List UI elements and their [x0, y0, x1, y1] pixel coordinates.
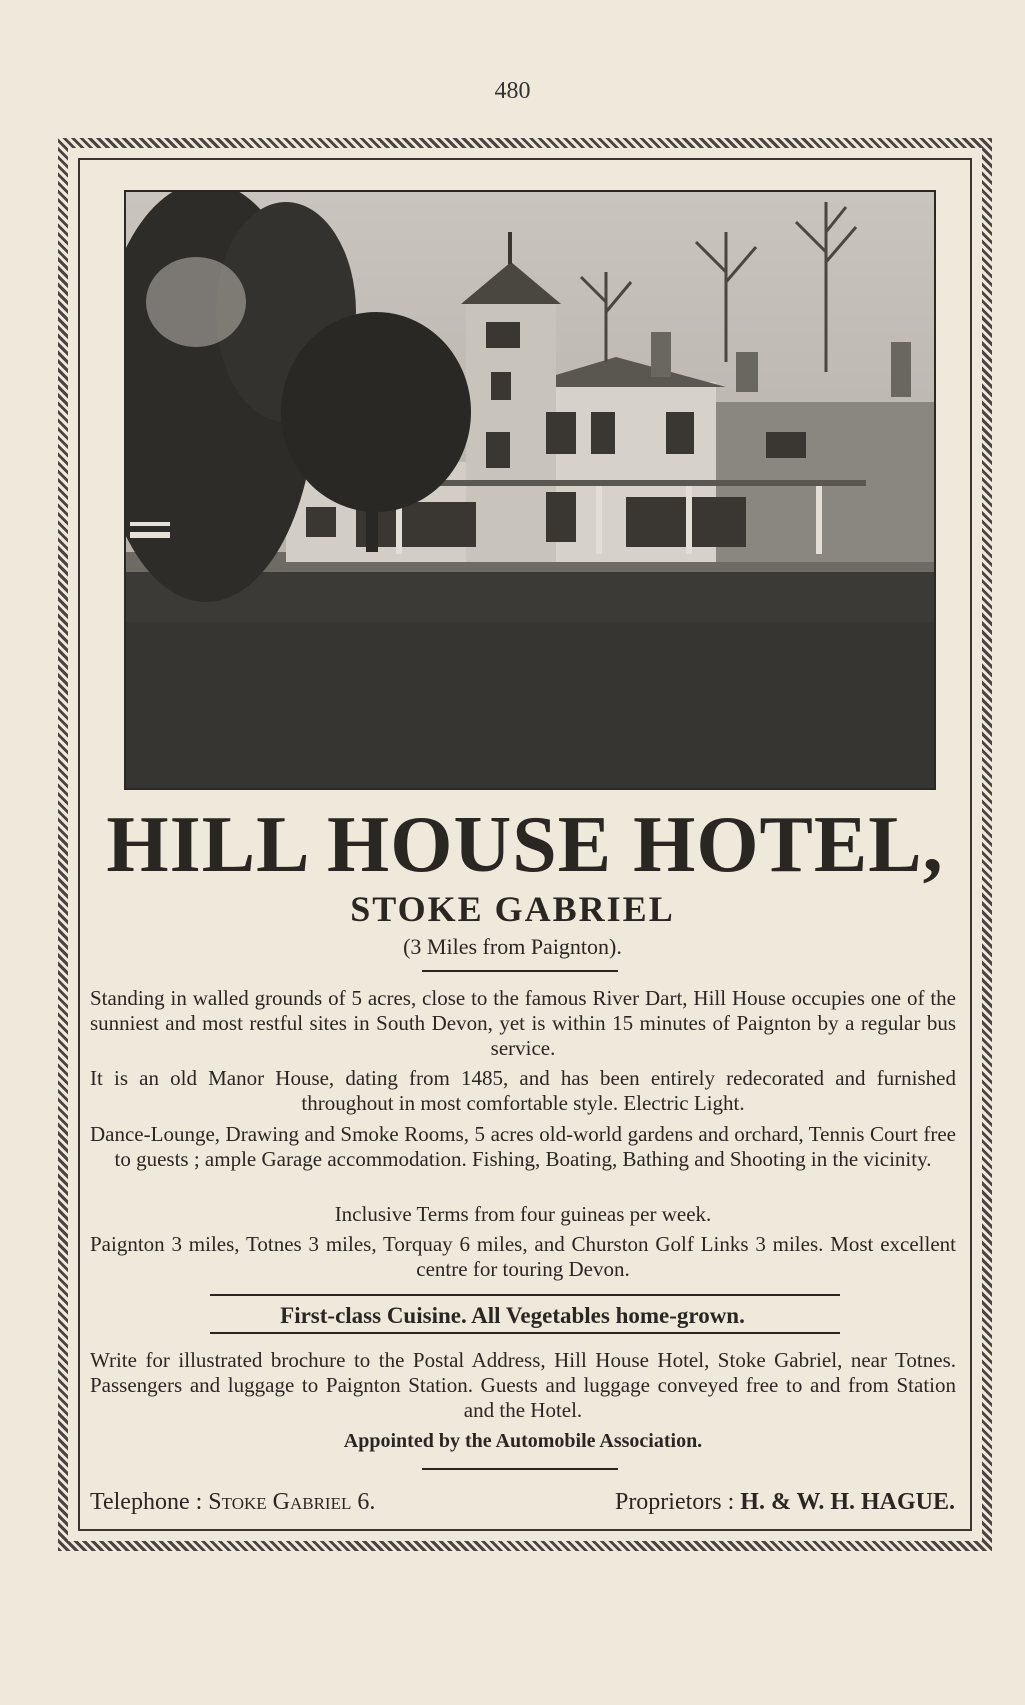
telephone-value: Stoke Gabriel 6. [208, 1489, 376, 1515]
divider [422, 1468, 618, 1470]
paragraph-brochure: Write for illustrated brochure to the Postal Address, Hill House Hotel, Stoke Gabriel, near Totnes. Passengers and luggage to Paignton Station. Guests and luggage conveyed free to and from Station and the Hotel. [90, 1348, 956, 1422]
hotel-photo [124, 190, 936, 790]
proprietors-value: H. & W. H. HAGUE. [740, 1489, 955, 1515]
cuisine-line: First-class Cuisine. All Vegetables home-grown. [280, 1303, 745, 1328]
paragraph-grounds: Standing in walled grounds of 5 acres, close to the famous River Dart, Hill House occupies one of the sunniest and most restful sites in South Devon, yet is within 15 minutes of Paignton by a regular bus service. [90, 986, 956, 1060]
proprietors-label: Proprietors : [614, 1489, 735, 1515]
terms-line: Inclusive Terms from four guineas per week. [334, 1202, 712, 1226]
hotel-distance: (3 Miles from Paignton). [403, 934, 622, 959]
divider [210, 1332, 840, 1334]
telephone [90, 1489, 375, 1516]
hotel-name: HILL HOUSE HOTEL, [106, 801, 944, 889]
paragraph-distances: Paignton 3 miles, Totnes 3 miles, Torquay 6 miles, and Churston Golf Links 3 miles. Most excellent centre for touring Devon. [90, 1232, 956, 1281]
divider [422, 970, 618, 972]
page-number: 480 [494, 78, 531, 104]
paragraph-amenities: Dance-Lounge, Drawing and Smoke Rooms, 5 acres old-world gardens and orchard, Tennis Court free to guests ; ample Garage accommodation. Fishing, Boating, Bathing and Shooting in the vicinity. [90, 1122, 956, 1171]
proprietors [615, 1489, 955, 1516]
divider [210, 1294, 840, 1296]
telephone-label: Telephone : [90, 1489, 203, 1515]
hotel-location: STOKE GABRIEL [350, 889, 675, 929]
paragraph-manor: It is an old Manor House, dating from 1485, and has been entirely redecorated and furnished throughout in most comfortable style. Electric Light. [90, 1066, 956, 1115]
appointed-line: Appointed by the Automobile Association. [343, 1430, 703, 1452]
